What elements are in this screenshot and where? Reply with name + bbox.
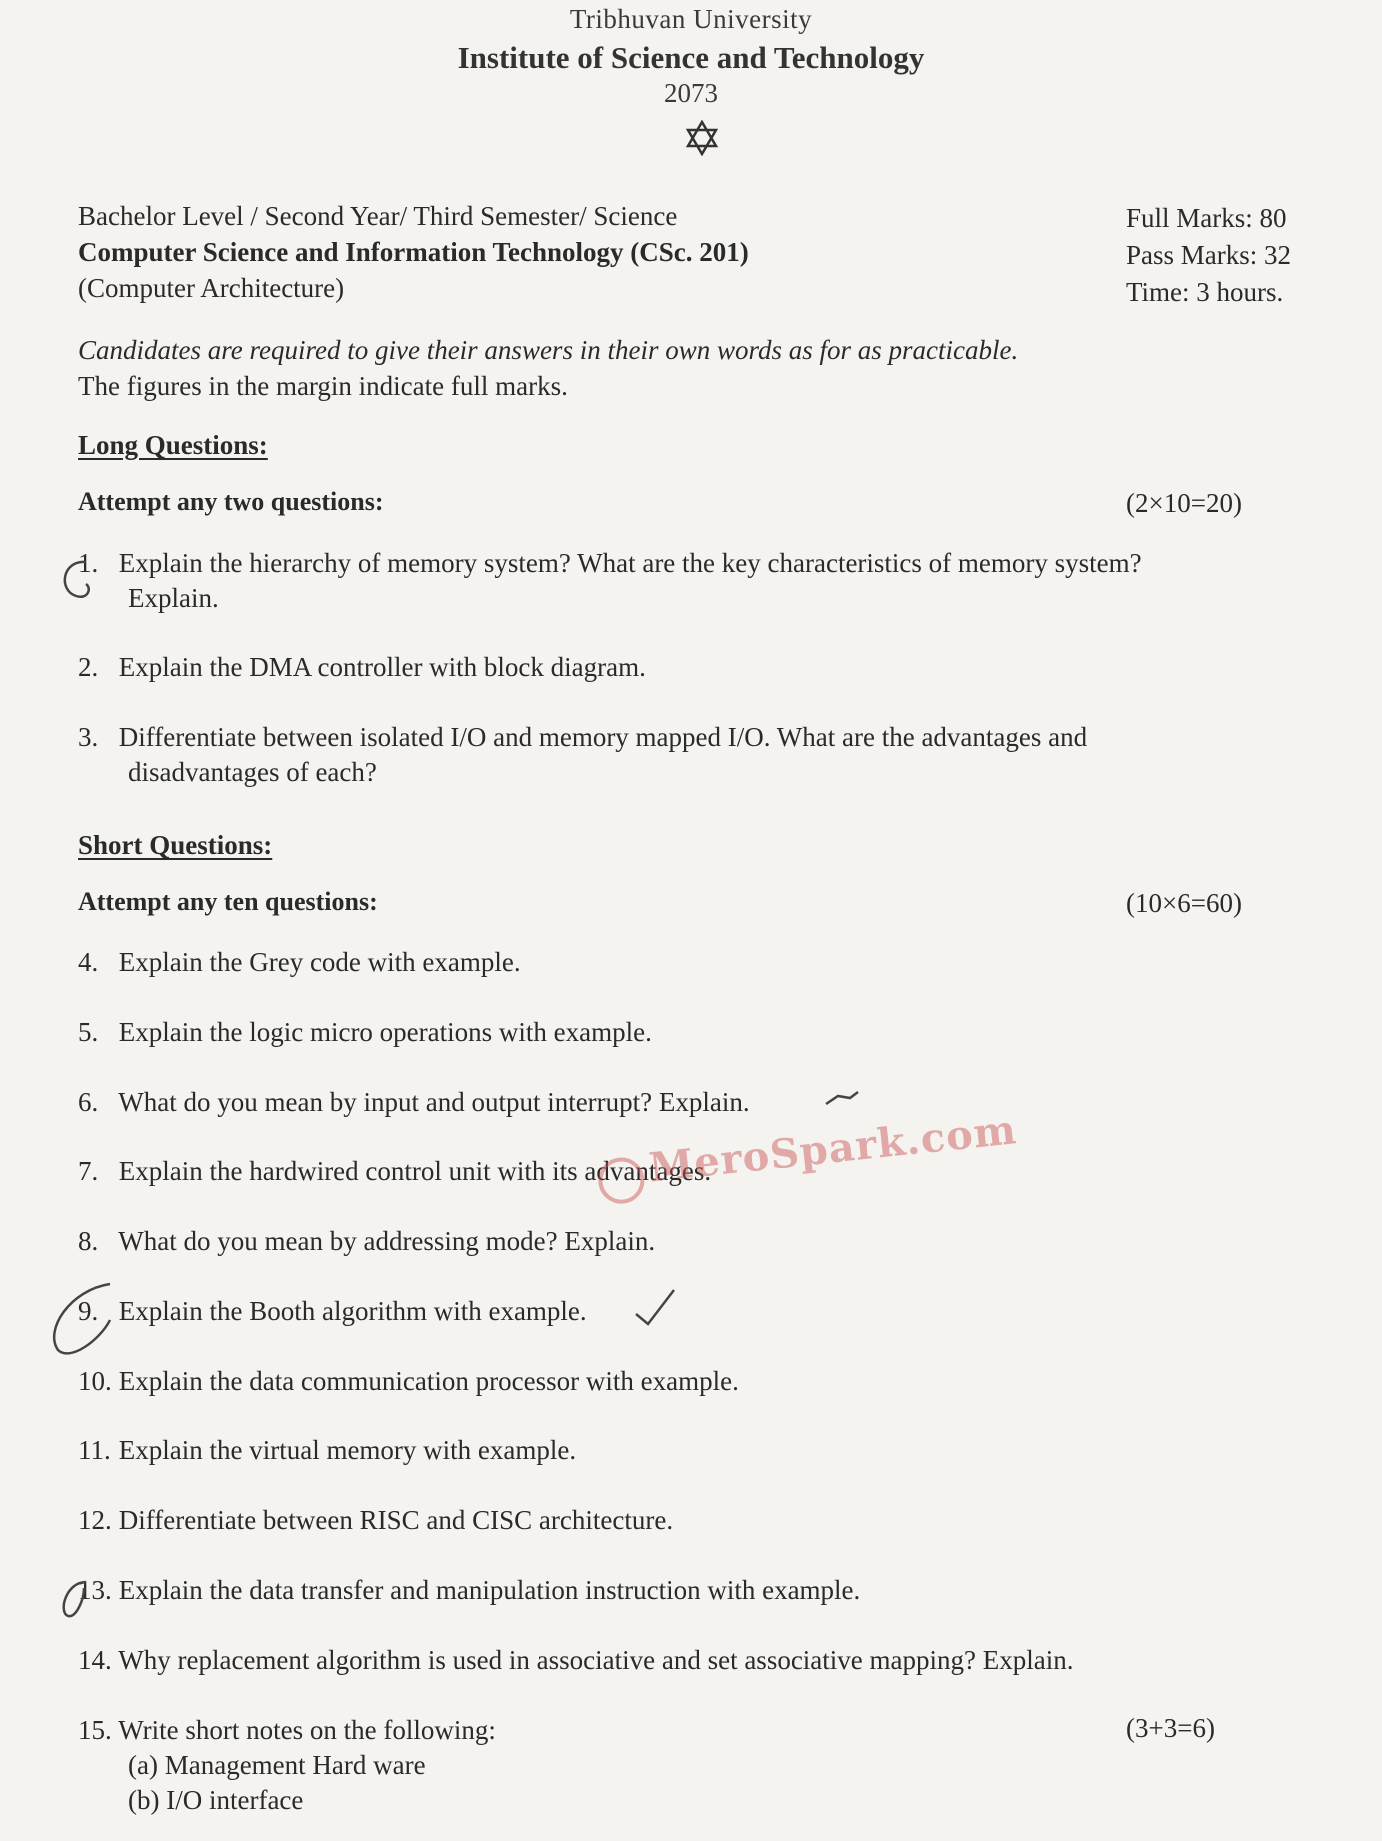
question-number: 11. xyxy=(78,1435,111,1465)
instruction-line-2: The figures in the margin indicate full marks. xyxy=(78,371,568,401)
university-emblem-icon xyxy=(684,120,720,156)
question-text: Differentiate between isolated I/O and memory mapped I/O. What are the advantages and xyxy=(118,722,1088,752)
question-text-cont: disadvantages of each? xyxy=(128,757,377,787)
watermark-logo-icon xyxy=(596,1156,647,1207)
short-questions-title: Short Questions: xyxy=(78,830,273,860)
question-12 xyxy=(78,1503,1328,1538)
question-text: Explain the Booth algorithm with example. xyxy=(118,1296,587,1326)
question-15-marks: (3+3=6) xyxy=(1126,1713,1215,1743)
question-9 xyxy=(78,1294,1328,1329)
time-allowed: Time: 3 hours. xyxy=(1126,277,1284,307)
question-text: Differentiate between RISC and CISC architecture. xyxy=(118,1505,674,1535)
question-3 xyxy=(78,720,1328,790)
question-number: 2. xyxy=(78,652,99,682)
short-attempt-instruction: Attempt any ten questions: xyxy=(78,887,378,916)
question-text: Explain the data communication processor with example. xyxy=(118,1366,739,1396)
question-1 xyxy=(78,546,1328,616)
course-subject: Computer Science and Information Technology (CSc. 201) xyxy=(78,237,749,267)
question-text: Why replacement algorithm is used in associative and set associative mapping? Explain. xyxy=(118,1645,1074,1675)
question-15-part-a: (a) Management Hard ware xyxy=(128,1750,426,1780)
watermark-text: MeroSpark.com xyxy=(646,1106,1019,1192)
question-text: Explain the hardwired control unit with its advantages. xyxy=(118,1156,712,1186)
question-text: Explain the data transfer and manipulation instruction with example. xyxy=(118,1575,861,1605)
question-4 xyxy=(78,945,1328,980)
question-14 xyxy=(78,1643,1328,1678)
question-number: 1. xyxy=(78,548,99,578)
question-8 xyxy=(78,1224,1328,1259)
question-10 xyxy=(78,1364,1328,1399)
question-number: 13. xyxy=(78,1575,112,1605)
question-number: 3. xyxy=(78,722,99,752)
question-number: 5. xyxy=(78,1017,99,1047)
instruction-line-1: Candidates are required to give their answers in their own words as for as practicable. xyxy=(78,335,1019,365)
question-text: Explain the logic micro operations with example. xyxy=(118,1017,652,1047)
full-marks: Full Marks: 80 xyxy=(1126,203,1287,233)
watermark xyxy=(595,1106,1020,1206)
marks-info xyxy=(1126,200,1291,311)
question-text: Explain the Grey code with example. xyxy=(118,947,521,977)
long-section-marks: (2×10=20) xyxy=(1126,488,1242,518)
question-text: Explain the DMA controller with block diagram. xyxy=(118,652,646,682)
question-number: 4. xyxy=(78,947,99,977)
question-2 xyxy=(78,650,1328,685)
question-text-cont: Explain. xyxy=(128,583,219,613)
course-info xyxy=(78,198,749,306)
question-text: What do you mean by input and output interrupt? Explain. xyxy=(118,1087,750,1117)
university-name: Tribhuvan University xyxy=(569,4,813,34)
course-paper: (Computer Architecture) xyxy=(78,273,345,303)
question-number: 9. xyxy=(78,1296,99,1326)
question-5 xyxy=(78,1015,1328,1050)
question-text: Explain the virtual memory with example. xyxy=(118,1435,577,1465)
question-11 xyxy=(78,1433,1328,1468)
question-number: 15. xyxy=(78,1715,112,1745)
long-questions-title: Long Questions: xyxy=(78,430,268,460)
question-number: 8. xyxy=(78,1226,99,1256)
question-15-part-b: (b) I/O interface xyxy=(128,1785,304,1815)
exam-year: 2073 xyxy=(664,78,718,108)
question-number: 6. xyxy=(78,1087,99,1117)
question-text: Write short notes on the following: xyxy=(118,1715,496,1745)
short-section-marks: (10×6=60) xyxy=(1126,888,1242,918)
long-attempt-instruction: Attempt any two questions: xyxy=(78,487,384,516)
question-number: 7. xyxy=(78,1156,99,1186)
question-text: What do you mean by addressing mode? Explain. xyxy=(118,1226,656,1256)
question-number: 12. xyxy=(78,1505,112,1535)
question-13 xyxy=(78,1573,1328,1608)
question-number: 14. xyxy=(78,1645,112,1675)
course-level: Bachelor Level / Second Year/ Third Semester/ Science xyxy=(78,201,678,231)
question-number: 10. xyxy=(78,1366,112,1396)
question-text: Explain the hierarchy of memory system? What are the key characteristics of memory system? xyxy=(118,548,1142,578)
institute-name: Institute of Science and Technology xyxy=(457,40,925,75)
pass-marks: Pass Marks: 32 xyxy=(1126,240,1292,270)
instructions xyxy=(78,332,1018,404)
question-6 xyxy=(78,1085,1328,1120)
